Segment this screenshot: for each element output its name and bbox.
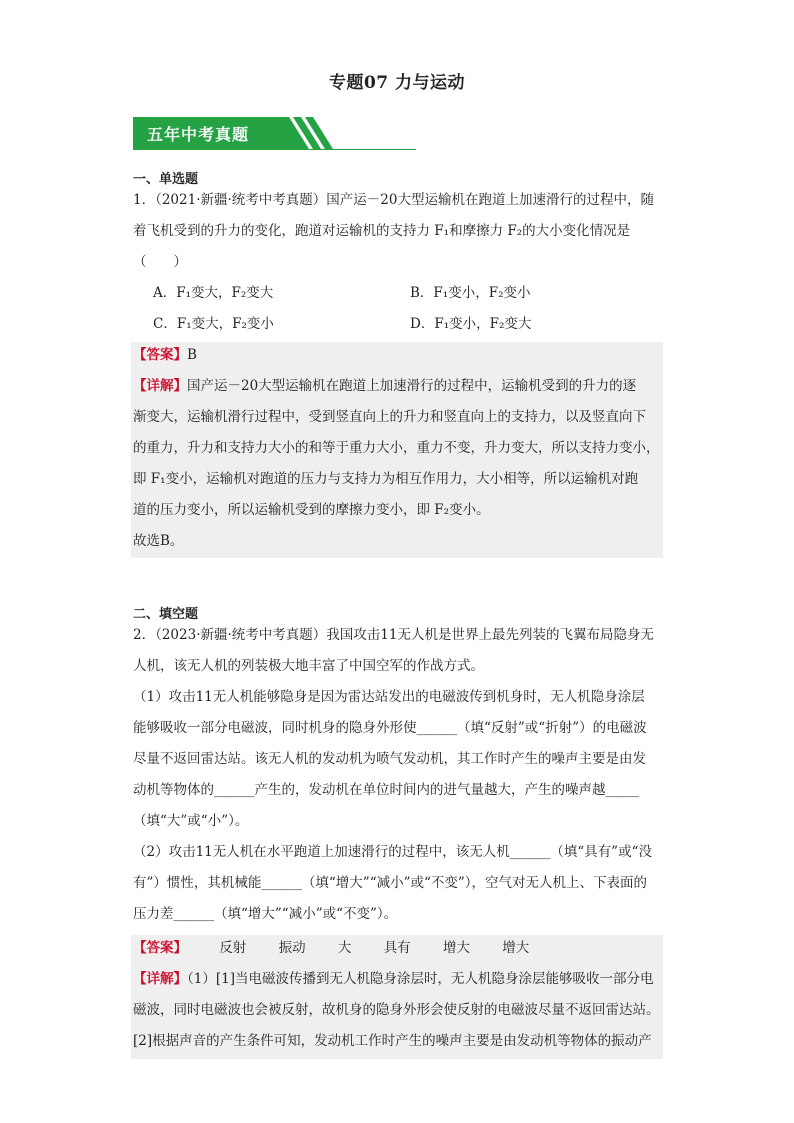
answer-value: 增大 <box>442 940 470 956</box>
answer-2 <box>133 933 529 964</box>
detail-line: 磁波，同时电磁波也会被反射，故机身的隐身外形会使反射的电磁波尽量不返回雷达站。 <box>133 1002 660 1018</box>
page-title: 专题07 力与运动 <box>328 73 466 93</box>
option-a: A．F₁变大，F₂变大 <box>153 285 274 301</box>
answer-value: 振动 <box>278 940 306 956</box>
detail-2 <box>133 964 663 1057</box>
detail-label: 【详解】 <box>133 971 187 987</box>
detail-line: 即 F₁变小，运输机对跑道的压力与支持力为相互作用力，大小相等，所以运输机对跑 <box>133 471 639 487</box>
answer-value: 具有 <box>383 940 411 956</box>
stripes-icon <box>263 117 333 149</box>
answer-value: 反射 <box>219 940 247 956</box>
question-2-line: 有”）惯性，其机械能______（填“增大”“减小”或“不变”），空气对无人机上、下表面的 <box>133 875 648 891</box>
question-1 <box>133 185 661 278</box>
question-2-line: 人机，该无人机的列装极大地丰富了中国空军的作战方式。 <box>133 658 484 674</box>
detail-label: 【详解】 <box>133 378 187 394</box>
detail-line: [2]根据声音的产生条件可知，发动机工作时产生的噪声主要是由发动机等物体的振动产 <box>133 1033 652 1049</box>
question-2-line: （1）攻击11无人机能够隐身是因为雷达站发出的电磁波传到机身时，无人机隐身涂层 <box>133 689 645 705</box>
detail-line: 渐变大，运输机滑行过程中，受到竖直向上的升力和竖直向上的支持力，以及竖直向下 <box>133 409 646 425</box>
option-c: C．F₁变大，F₂变小 <box>153 316 274 332</box>
question-2-line: 2．（2023·新疆·统考中考真题）我国攻击11无人机是世界上最先列装的飞翼布局隐身无 <box>133 627 654 643</box>
question-2-line: 能够吸收一部分电磁波，同时机身的隐身外形使______（填“反射”或“折射”）的电磁波 <box>133 720 647 736</box>
answer-1 <box>133 340 197 371</box>
option-b: B．F₁变小，F₂变小 <box>410 285 531 301</box>
option-d: D．F₁变小，F₂变大 <box>410 316 532 332</box>
answer-value: 大 <box>337 940 352 956</box>
detail-line: 故选B。 <box>133 533 184 549</box>
detail-line: （1）[1]当电磁波传播到无人机隐身涂层时，无人机隐身涂层能够吸收一部分电 <box>187 971 654 987</box>
question-2-line: 动机等物体的______产生的，发动机在单位时间内的进气量越大，产生的噪声越_____ <box>133 782 640 798</box>
banner-title: 五年中考真题 <box>147 125 250 144</box>
question-2-line: 压力差______（填“增大”“减小”或“不变”）。 <box>133 906 398 922</box>
answer-label: 【答案】 <box>133 347 187 363</box>
section-heading-single: 一、单选题 <box>133 172 199 187</box>
question-2-line: （2）攻击11无人机在水平跑道上加速滑行的过程中，该无人机______（填“具有”或“没 <box>133 844 652 860</box>
question-1-line: （ ） <box>133 254 187 270</box>
answer-label: 【答案】 <box>133 940 187 956</box>
question-1-line: 着飞机受到的升力的变化，跑道对运输机的支持力 F₁和摩擦力 F₂的大小变化情况是 <box>133 223 631 239</box>
question-2-line: 尽量不返回雷达站。该无人机的发动机为喷气发动机，其工作时产生的噪声主要是由发 <box>133 751 646 767</box>
answer-value: B <box>187 347 197 363</box>
detail-line: 国产运－20大型运输机在跑道上加速滑行的过程中，运输机受到的升力的逐 <box>187 378 637 394</box>
section-heading-fill: 二、填空题 <box>133 607 199 622</box>
question-2-line: （填“大”或“小”）。 <box>133 813 249 829</box>
question-1-line: 1．（2021·新疆·统考中考真题）国产运－20大型运输机在跑道上加速滑行的过程中，随 <box>133 192 654 208</box>
answer-value: 增大 <box>502 940 530 956</box>
detail-1 <box>133 371 663 557</box>
section-banner <box>133 117 416 151</box>
detail-line: 的重力，升力和支持力大小的和等于重力大小，重力不变，升力变大，所以支持力变小， <box>133 440 660 456</box>
question-2 <box>133 620 661 930</box>
detail-line: 道的压力变小，所以运输机受到的摩擦力变小，即 F₂变小。 <box>133 502 490 518</box>
banner-underline <box>133 149 416 150</box>
